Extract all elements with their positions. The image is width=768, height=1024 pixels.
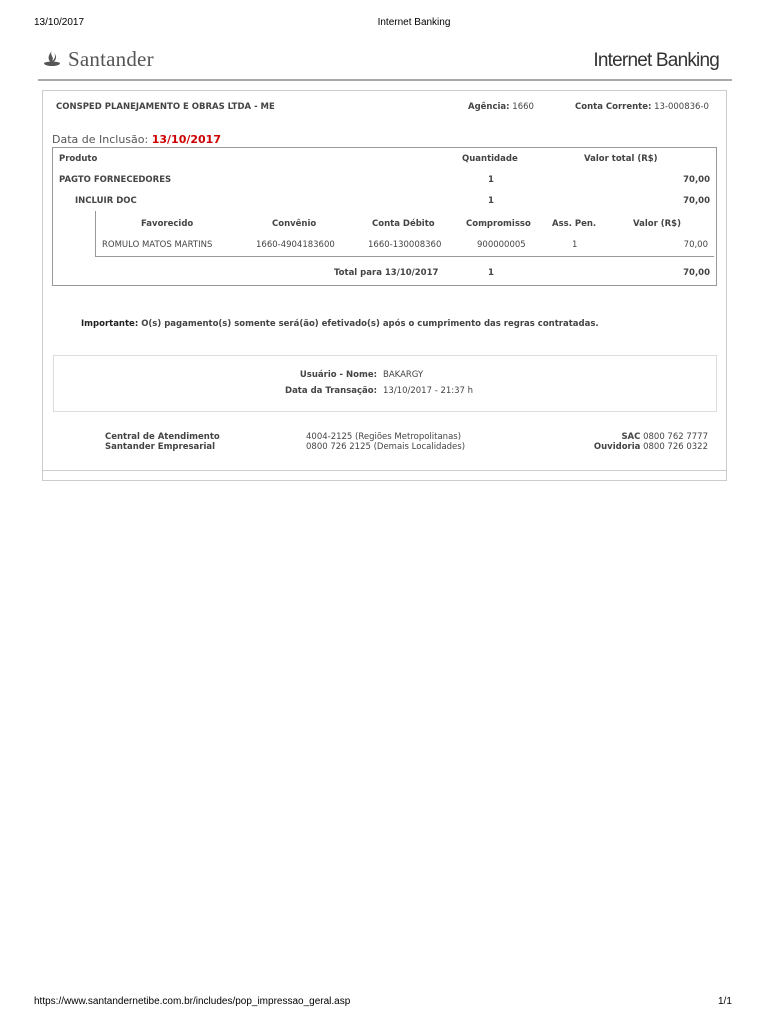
detail-convenio: 1660-4904183600 [256, 240, 335, 250]
detail-header-compromisso: Compromisso [466, 219, 531, 229]
print-url: https://www.santandernetibe.com.br/includes/pop_impressao_geral.asp [34, 996, 351, 1007]
print-title: Internet Banking [377, 17, 451, 28]
important-note [81, 319, 599, 329]
agencia [468, 102, 534, 112]
detail-conta-debito: 1660-130008360 [368, 240, 442, 250]
central-line1: Central de Atendimento [105, 432, 220, 442]
conta-value: 13-000836-0 [654, 102, 709, 112]
group-name: PAGTO FORNECEDORES [59, 175, 172, 185]
inclusion-date: 13/10/2017 [151, 133, 221, 146]
conta-label: Conta Corrente: [575, 102, 652, 112]
important-text: O(s) pagamento(s) somente será(ão) efetivado(s) após o cumprimento das regras contratadas. [141, 319, 599, 329]
santander-flame-icon [42, 50, 62, 70]
detail-left-rule [95, 211, 96, 257]
total-value: 70,00 [683, 268, 710, 278]
transaction-date-label: Data da Transação: [285, 386, 377, 396]
header-produto: Produto [59, 154, 98, 164]
sac-label: SAC [621, 432, 641, 442]
ouvidoria-label: Ouvidoria [593, 442, 641, 452]
user-value: BAKARGY [383, 370, 424, 380]
header-divider [38, 79, 732, 81]
user-label: Usuário - Nome: [299, 370, 377, 380]
product-title: Internet Banking [593, 50, 719, 71]
sac [540, 432, 708, 442]
conta-corrente [575, 102, 709, 112]
inclusion-date-line [52, 133, 221, 146]
detail-favorecido: ROMULO MATOS MARTINS [102, 240, 213, 250]
inclusion-label: Data de Inclusão: [52, 133, 149, 146]
detail-compromisso: 900000005 [477, 240, 526, 250]
detail-bottom-rule [95, 256, 714, 257]
total-qty: 1 [488, 268, 494, 278]
detail-header-valor: Valor (R$) [633, 219, 681, 229]
detail-header-convenio: Convênio [272, 219, 317, 229]
logo-text: Santander [68, 47, 154, 71]
agencia-label: Agência: [468, 102, 510, 112]
detail-header-conta-debito: Conta Débito [372, 219, 435, 229]
detail-header-ass-pen: Ass. Pen. [552, 219, 597, 229]
company-name: CONSPED PLANEJAMENTO E OBRAS LTDA - ME [56, 102, 275, 112]
header-quantidade: Quantidade [462, 154, 518, 164]
print-page-number: 1/1 [718, 996, 732, 1007]
detail-ass-pen: 1 [572, 240, 578, 250]
header-valor-total: Valor total (R$) [584, 154, 658, 164]
agencia-value: 1660 [512, 102, 534, 112]
phone-demais: 0800 726 2125 (Demais Localidades) [306, 442, 466, 452]
subgroup-qty: 1 [488, 196, 494, 206]
phone-metropolitanas: 4004-2125 (Regiões Metropolitanas) [306, 432, 462, 442]
transaction-date-value: 13/10/2017 - 21:37 h [383, 386, 474, 396]
santander-logo [42, 47, 154, 72]
ouvidoria-value: 0800 726 0322 [643, 442, 708, 452]
subgroup-name: INCLUIR DOC [75, 196, 137, 206]
transaction-box [53, 355, 717, 412]
ouvidoria [540, 442, 708, 452]
central-line2: Santander Empresarial [105, 442, 216, 452]
group-value: 70,00 [683, 175, 710, 185]
total-label: Total para 13/10/2017 [334, 268, 439, 278]
group-qty: 1 [488, 175, 494, 185]
sac-value: 0800 762 7777 [643, 432, 708, 442]
detail-header-favorecido: Favorecido [141, 219, 194, 229]
important-label: Importante: [81, 319, 139, 329]
subgroup-value: 70,00 [683, 196, 710, 206]
products-table [52, 147, 717, 286]
detail-valor: 70,00 [683, 240, 708, 250]
print-date: 13/10/2017 [34, 17, 85, 28]
card-bottom-rule [43, 470, 726, 471]
